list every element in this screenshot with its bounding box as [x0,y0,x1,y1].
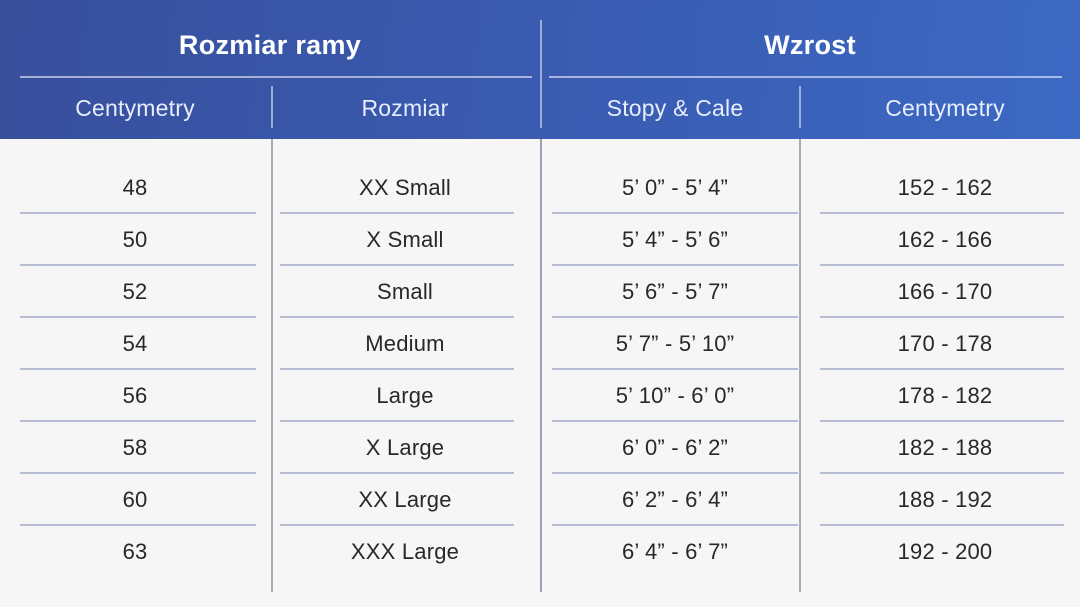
cell-frame-size: X Large [270,422,540,474]
cell-height-cm: 188 - 192 [810,474,1080,526]
cell-frame-cm: 52 [0,266,270,318]
cell-feet-inches: 5’ 0” - 5’ 4” [540,162,810,214]
cell-frame-cm: 60 [0,474,270,526]
cell-feet-inches: 6’ 0” - 6’ 2” [540,422,810,474]
cell-frame-size: Medium [270,318,540,370]
cell-frame-cm: 54 [0,318,270,370]
height-title: Wzrost [764,29,856,60]
cell-frame-size: Small [270,266,540,318]
cell-feet-inches: 5’ 4” - 5’ 6” [540,214,810,266]
table-row [0,162,1080,214]
cell-frame-cm: 56 [0,370,270,422]
cell-frame-size: XX Small [270,162,540,214]
table-row [0,474,1080,526]
cell-height-cm: 178 - 182 [810,370,1080,422]
cell-feet-inches: 5’ 6” - 5’ 7” [540,266,810,318]
cell-frame-size: Large [270,370,540,422]
table-row [0,370,1080,422]
table-row [0,266,1080,318]
column-header-feet-inches: Stopy & Cale [606,95,744,121]
cell-frame-size: X Small [270,214,540,266]
cell-feet-inches: 6’ 4” - 6’ 7” [621,539,729,564]
frame-size-subheader [0,78,540,139]
cell-frame-size: XXX Large [350,539,460,564]
cell-height-cm: 170 - 178 [810,318,1080,370]
cell-height-cm: 182 - 188 [810,422,1080,474]
cell-frame-cm: 48 [0,162,270,214]
table-row [0,214,1080,266]
cell-frame-cm: 50 [0,214,270,266]
table-row [0,422,1080,474]
subheader-divider-left [271,86,273,128]
frame-size-title: Rozmiar ramy [178,29,362,60]
table-body [0,139,1080,607]
cell-feet-inches: 5’ 10” - 6’ 0” [540,370,810,422]
cell-feet-inches: 5’ 7” - 5’ 10” [540,318,810,370]
cell-height-cm: 192 - 200 [897,539,993,564]
table-rows [0,139,1080,578]
column-header-frame-cm: Centymetry [75,95,195,121]
header-group-frame-size [0,0,540,139]
cell-frame-size: XX Large [270,474,540,526]
cell-height-cm: 166 - 170 [810,266,1080,318]
cell-frame-cm: 58 [0,422,270,474]
table-row [0,318,1080,370]
frame-size-underline [20,76,532,78]
height-subheader [540,78,1080,139]
table-row [0,526,1080,578]
cell-height-cm: 152 - 162 [810,162,1080,214]
subheader-divider-right [799,86,801,128]
cell-frame-cm: 63 [122,539,148,564]
cell-height-cm: 162 - 166 [810,214,1080,266]
column-header-height-cm: Centymetry [885,95,1005,121]
table-header [0,0,1080,139]
header-group-height [540,0,1080,139]
column-header-frame-size-label: Rozmiar [361,95,449,121]
height-underline [549,76,1062,78]
header-center-divider [540,20,542,128]
cell-feet-inches: 6’ 2” - 6’ 4” [540,474,810,526]
